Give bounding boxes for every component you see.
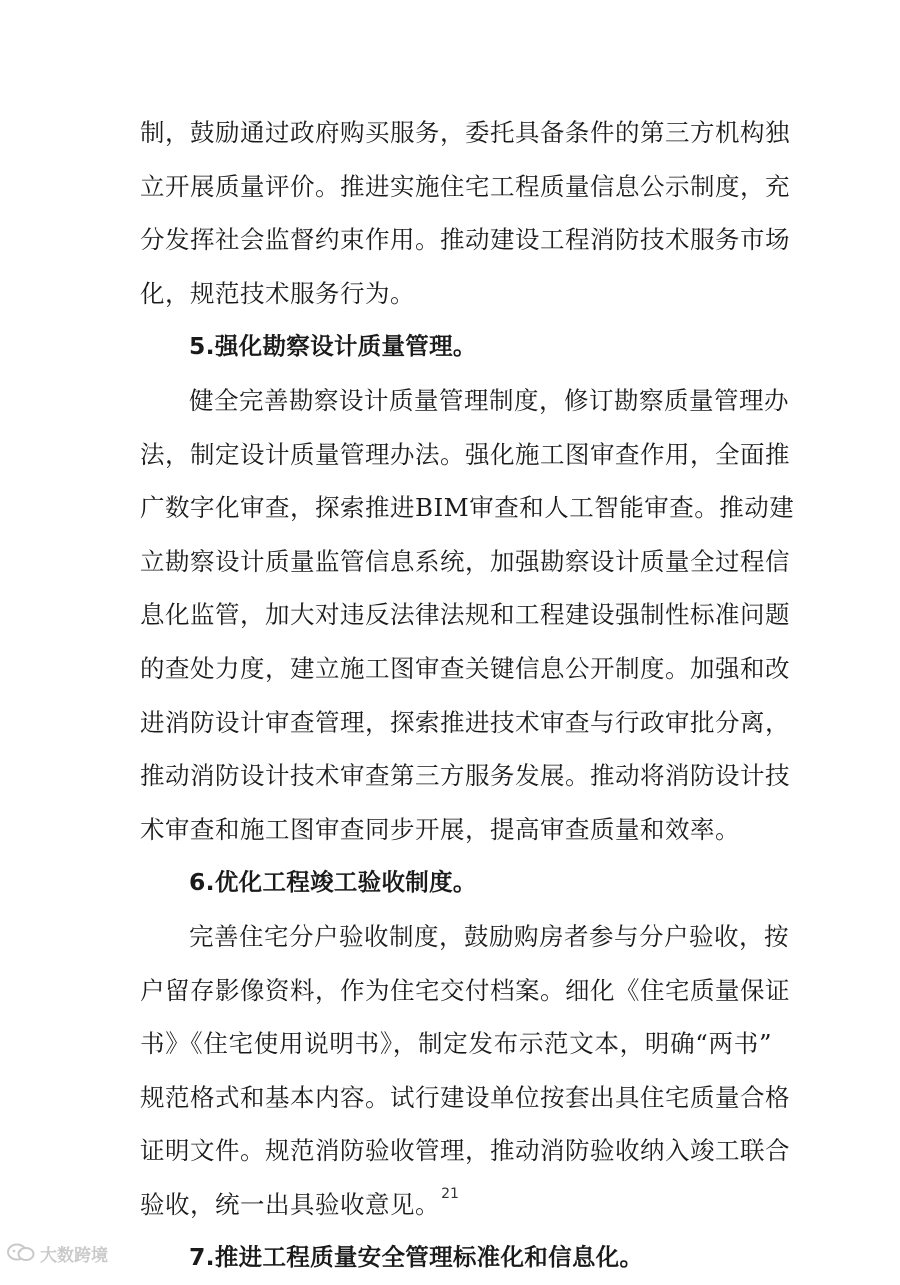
paragraph-line: 户留存影像资料，作为住宅交付档案。细化《住宅质量保证: [140, 975, 790, 1005]
paragraph-line: 分发挥社会监督约束作用。推动建设工程消防技术服务市场: [140, 225, 790, 255]
paragraph-line: 法，制定设计质量管理办法。强化施工图审查作用，全面推: [140, 439, 790, 469]
paragraph-line: 健全完善勘察设计质量管理制度，修订勘察质量管理办: [189, 385, 789, 415]
paragraph-line: 立勘察设计质量监管信息系统，加强勘察设计质量全过程信: [140, 546, 790, 576]
paragraph-line: 推动消防设计技术审查第三方服务发展。推动将消防设计技: [140, 761, 790, 791]
watermark-text: 大数跨境: [40, 1245, 108, 1266]
paragraph-line: 化，规范技术服务行为。: [140, 278, 415, 308]
paragraph-line: 立开展质量评价。推进实施住宅工程质量信息公示制度，充: [140, 171, 790, 201]
paragraph: [140, 910, 790, 1232]
paragraph-line: 书》《住宅使用说明书》，制定发布示范文本，明确“两书”: [140, 1029, 772, 1059]
paragraph: [140, 374, 795, 856]
paragraph-line: 广数字化审查，探索推进BIM审查和人工智能审查。推动建: [140, 493, 795, 523]
section-heading: 7.推进工程质量安全管理标准化和信息化。: [189, 1243, 644, 1272]
paragraph-line: 规范格式和基本内容。试行建设单位按套出具住宅质量合格: [140, 1082, 790, 1112]
document-body: [140, 106, 795, 1285]
watermark: [6, 1241, 108, 1265]
paragraph-line: 完善住宅分户验收制度，鼓励购房者参与分户验收，按: [189, 921, 789, 951]
paragraph-line: 术审查和施工图审查同步开展，提高审查质量和效率。: [140, 814, 740, 844]
paragraph-line: 验收，统一出具验收意见。: [140, 1189, 440, 1219]
paragraph-line: 的查处力度，建立施工图审查关键信息公开制度。加强和改: [140, 653, 790, 683]
section-heading: 5.强化勘察设计质量管理。: [189, 332, 477, 361]
paragraph-line: 息化监管，加大对违反法律法规和工程建设强制性标准问题: [140, 600, 790, 630]
wechat-bubble-icon: [6, 1242, 36, 1264]
page-number: 21: [441, 1186, 459, 1202]
paragraph-line: 进消防设计审查管理，探索推进技术审查与行政审批分离，: [140, 707, 790, 737]
paragraph: [140, 106, 790, 320]
section-heading: 6.优化工程竣工验收制度。: [189, 868, 477, 897]
paragraph-line: 制，鼓励通过政府购买服务，委托具备条件的第三方机构独: [140, 118, 790, 147]
paragraph-line: 证明文件。规范消防验收管理，推动消防验收纳入竣工联合: [140, 1136, 790, 1166]
